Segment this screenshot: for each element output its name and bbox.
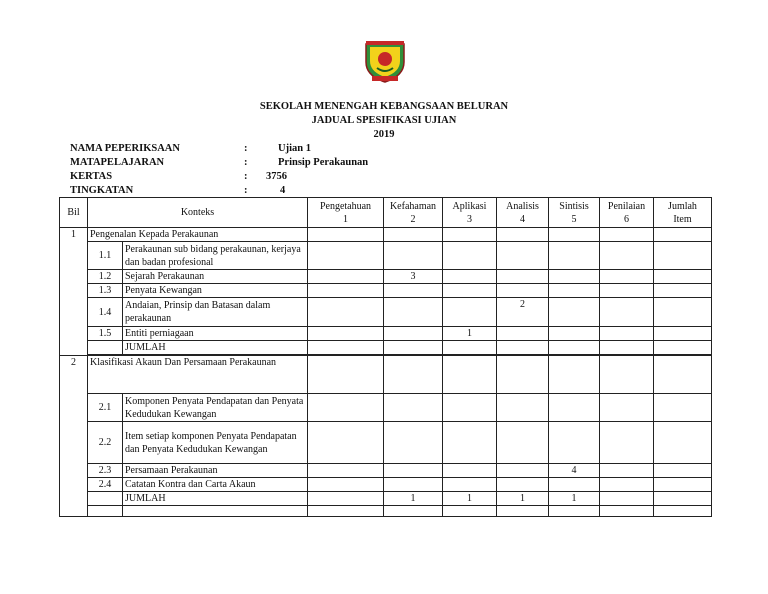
- meta-label: KERTAS: [70, 171, 113, 182]
- table-row: [60, 284, 712, 298]
- total-analisis: 1: [497, 492, 549, 506]
- meta-colon: :: [244, 171, 248, 182]
- topic-text: Sejarah Perakaunan: [123, 270, 308, 284]
- specification-table: [59, 197, 712, 517]
- col-label: Jumlah: [668, 200, 697, 212]
- table-row: [60, 422, 712, 464]
- col-label: Penilaian: [607, 200, 646, 212]
- col-analisis: [497, 198, 549, 228]
- meta-value: 4: [280, 185, 286, 196]
- school-name: SEKOLAH MENENGAH KEBANGSAAN BELURAN: [259, 101, 509, 112]
- table-row: [60, 394, 712, 422]
- meta-label: NAMA PEPERIKSAAN: [70, 143, 180, 154]
- meta-colon: :: [244, 157, 248, 168]
- col-sintisis: [549, 198, 600, 228]
- meta-value: Ujian 1: [278, 143, 311, 154]
- topic-text: Andaian, Prinsip dan Batasan dalam perakaunan: [123, 298, 308, 327]
- section-number: 2: [60, 356, 88, 517]
- topic-text: Perakaunan sub bidang perakaunan, kerjaya dan badan profesional: [123, 242, 308, 270]
- col-jumlah-item: [654, 198, 712, 228]
- sub-number: 1.4: [88, 298, 123, 327]
- meta-label: TINGKATAN: [70, 185, 134, 196]
- section-title: Klasifikasi Akaun Dan Persamaan Perakaunan: [88, 356, 308, 394]
- table-row: [60, 356, 712, 394]
- document-title: JADUAL SPESIFIKASI UJIAN: [311, 115, 457, 126]
- count-aplikasi: 1: [443, 327, 497, 341]
- col-number: 1: [343, 213, 348, 225]
- col-bil: Bil: [60, 198, 88, 228]
- sub-number: 2.4: [88, 478, 123, 492]
- total-row: [60, 492, 712, 506]
- topic-text: Item setiap komponen Penyata Pendapatan dan Penyata Kedudukan Kewangan: [123, 422, 308, 464]
- total-aplikasi: 1: [443, 492, 497, 506]
- total-label: JUMLAH: [123, 341, 308, 355]
- col-number: 3: [467, 213, 472, 225]
- sub-number: 1.3: [88, 284, 123, 298]
- topic-text: Penyata Kewangan: [123, 284, 308, 298]
- meta-value: Prinsip Perakaunan: [278, 157, 369, 168]
- col-aplikasi: [443, 198, 497, 228]
- count-kefahaman: 3: [384, 270, 443, 284]
- topic-text: Entiti perniagaan: [123, 327, 308, 341]
- table-row: [60, 464, 712, 478]
- sub-number: 1.5: [88, 327, 123, 341]
- table-row: [60, 242, 712, 270]
- table-row: [60, 506, 712, 517]
- col-number: 4: [520, 213, 525, 225]
- sub-number: 1.1: [88, 242, 123, 270]
- section-number: 1: [60, 228, 88, 356]
- meta-colon: :: [244, 185, 248, 196]
- count-analisis: 2: [497, 298, 549, 327]
- meta-colon: :: [244, 143, 248, 154]
- count-sintisis: 4: [549, 464, 600, 478]
- total-sintisis: 1: [549, 492, 600, 506]
- col-number: 2: [410, 213, 416, 225]
- sub-number: 2.1: [88, 394, 123, 422]
- total-row: [60, 341, 712, 355]
- col-konteks: Konteks: [88, 198, 308, 228]
- sub-number: 1.2: [88, 270, 123, 284]
- topic-text: Persamaan Perakaunan: [123, 464, 308, 478]
- school-crest-logo: [362, 38, 408, 84]
- col-label: Item: [673, 213, 692, 225]
- topic-text: Komponen Penyata Pendapatan dan Penyata Kedudukan Kewangan: [123, 394, 308, 422]
- document-year: 2019: [373, 129, 395, 140]
- total-label: JUMLAH: [123, 492, 308, 506]
- header-row: [60, 198, 712, 228]
- table-row: [60, 327, 712, 341]
- col-label: Kefahaman: [389, 200, 437, 212]
- col-penilaian: [600, 198, 654, 228]
- meta-label: MATAPELAJARAN: [70, 157, 165, 168]
- col-label: Analisis: [506, 200, 539, 212]
- meta-value: 3756: [266, 171, 287, 182]
- col-number: 6: [624, 213, 629, 225]
- document-titles: [0, 100, 768, 142]
- section-title: Pengenalan Kepada Perakaunan: [88, 228, 308, 242]
- total-kefahaman: 1: [384, 492, 443, 506]
- col-pengetahuan: [308, 198, 384, 228]
- table-row: [60, 270, 712, 284]
- col-number: 5: [571, 213, 577, 225]
- col-label: Pengetahuan: [319, 200, 372, 212]
- table-row: [60, 298, 712, 327]
- table-row: [60, 478, 712, 492]
- col-label: Aplikasi: [452, 200, 487, 212]
- sub-number: 2.2: [88, 422, 123, 464]
- sub-number: 2.3: [88, 464, 123, 478]
- col-label: Sintisis: [559, 200, 589, 212]
- table-row: [60, 228, 712, 242]
- topic-text: Catatan Kontra dan Carta Akaun: [123, 478, 308, 492]
- col-kefahaman: [384, 198, 443, 228]
